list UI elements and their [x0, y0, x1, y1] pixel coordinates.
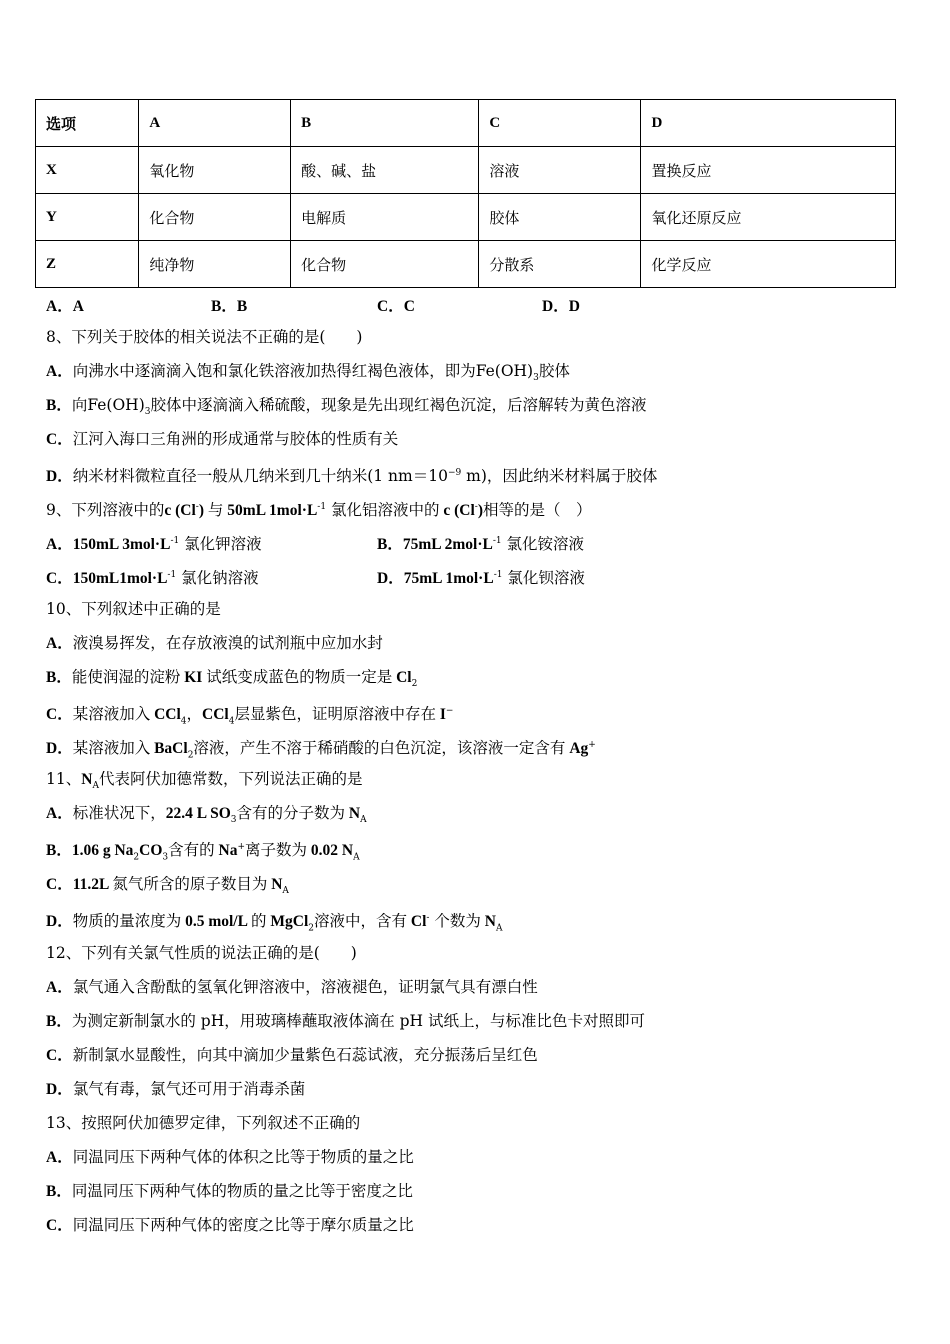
question-line	[46, 429, 398, 450]
text-segment: D．	[46, 740, 73, 758]
text-segment: B．1.06 g Na	[46, 842, 134, 860]
text-segment: 10、下列叙述中正确的是	[46, 600, 221, 618]
question-line	[46, 837, 360, 867]
table-cell: 分散系	[479, 241, 641, 288]
answer-option: A．A	[46, 298, 84, 315]
text-segment: N	[81, 771, 93, 788]
text-segment: 氮气所含的原子数目为	[112, 875, 268, 893]
table-cell: D	[641, 100, 896, 147]
text-segment: 3	[162, 852, 169, 863]
text-segment: 胶体中逐滴滴入稀硫酸，现象是先出现红褐色沉淀，后溶解转为黄色溶液	[150, 396, 647, 414]
text-segment: −	[445, 706, 454, 716]
text-segment: A．150mL 3mol·L	[46, 536, 171, 554]
text-segment: C．11.2L	[46, 876, 113, 893]
text-segment: 3	[533, 373, 539, 384]
text-segment: 2	[411, 679, 418, 690]
text-segment: m)，因此纳米材料属于胶体	[461, 467, 658, 486]
text-segment: 氯气通入含酚酞的氢氧化钾溶液中，溶液褪色，证明氯气具有漂白性	[72, 978, 538, 996]
text-segment: 物质的量浓度为	[72, 912, 182, 931]
question-line	[46, 977, 538, 998]
text-segment: 9、下列溶液中的	[46, 501, 165, 520]
text-segment: 氯化铝溶液中的	[326, 501, 440, 520]
table-cell: 胶体	[479, 194, 641, 241]
text-segment: -1	[167, 570, 177, 580]
text-segment: C．150mL1mol·L	[46, 570, 168, 588]
text-segment: -1	[170, 536, 180, 546]
text-segment: )	[198, 502, 208, 520]
text-segment: 11、	[46, 770, 82, 788]
table-row	[36, 241, 896, 288]
text-segment: 为测定新制氯水的 pH，用玻璃棒蘸取液体滴在 pH 试纸上，与标准比色卡对照即可	[71, 1012, 646, 1030]
question-line	[46, 565, 259, 589]
question-line	[46, 769, 362, 796]
text-segment: A．	[46, 979, 73, 996]
text-segment: MgCl	[266, 913, 309, 931]
text-segment: A	[360, 815, 367, 826]
text-segment: KI	[180, 669, 207, 686]
text-segment: I	[436, 706, 446, 724]
text-segment: 3	[230, 815, 237, 826]
text-segment: -1	[492, 536, 502, 546]
text-segment: 12、下列有关氯气性质的说法正确的是( )	[46, 944, 357, 962]
table-cell: C	[479, 100, 641, 147]
text-segment: Ag	[565, 740, 589, 758]
text-segment: 标准状况下，	[72, 804, 166, 822]
table-cell: 化合物	[139, 194, 291, 241]
question-line	[46, 1113, 360, 1133]
text-segment: 氯气有毒，氯气还可用于消毒杀菌	[72, 1080, 306, 1098]
table-cell: 溶液	[479, 147, 641, 194]
question-line	[46, 701, 453, 731]
text-segment: 溶液中，含有	[314, 912, 408, 931]
text-segment: 离子数为	[245, 841, 308, 860]
question-line	[46, 943, 357, 963]
answer-option: B．B	[211, 298, 248, 315]
text-segment: CCl	[150, 706, 181, 724]
text-segment: 某溶液加入	[72, 739, 151, 758]
question-line	[46, 463, 657, 487]
text-segment: 3	[144, 407, 151, 418]
text-segment: 层显紫色，证明原溶液中存在	[234, 705, 436, 724]
text-segment: 13、按照阿伏加德罗定律，下列叙述不正确的	[46, 1114, 361, 1132]
text-segment: -	[474, 502, 478, 512]
text-segment: Na	[214, 842, 238, 860]
text-segment: CO	[139, 842, 163, 860]
text-segment: A	[282, 886, 289, 897]
text-segment: 50mL 1mol·L	[223, 502, 318, 520]
text-segment: N	[345, 805, 361, 822]
text-segment: A	[495, 923, 503, 934]
text-segment: Cl	[407, 913, 427, 931]
text-segment: A．	[46, 635, 73, 652]
text-segment: 代表阿伏加德常数，下列说法正确的是	[98, 770, 363, 788]
text-segment: 同温同压下两种气体的体积之比等于物质的量之比	[72, 1148, 414, 1166]
text-segment: A．	[46, 1149, 73, 1166]
text-segment: 试纸变成蓝色的物质一定是	[206, 668, 393, 686]
text-segment: 氯化钾溶液	[179, 535, 262, 554]
text-segment: 胶体	[538, 362, 570, 380]
table-cell: 电解质	[291, 194, 479, 241]
table-cell: 纯净物	[139, 241, 291, 288]
text-segment: N	[267, 876, 283, 893]
question-line	[46, 667, 417, 694]
text-segment: CCl	[202, 706, 229, 724]
text-segment: A	[353, 852, 360, 863]
text-segment: C．	[46, 1047, 73, 1064]
text-segment: c (Cl	[164, 502, 196, 520]
text-segment: C．	[46, 431, 73, 448]
text-segment: -	[195, 502, 199, 512]
text-segment: 个数为	[429, 912, 481, 931]
table-cell: 酸、碱、盐	[291, 147, 479, 194]
table-row	[36, 100, 896, 147]
text-segment: -	[426, 913, 430, 923]
table-cell: 置换反应	[641, 147, 896, 194]
text-segment: D．75mL 1mol·L	[377, 570, 494, 588]
text-segment: 液溴易挥发，在存放液溴的试剂瓶中应加水封	[72, 634, 383, 652]
table-cell: 选项	[36, 100, 139, 147]
answer-option: C．C	[377, 298, 415, 315]
text-segment: D．	[46, 468, 73, 486]
text-segment: B．75mL 2mol·L	[377, 536, 493, 554]
question-line	[46, 1147, 414, 1168]
text-segment: 含有的分子数为	[236, 804, 346, 822]
text-segment: B．	[46, 1013, 72, 1030]
text-segment: 某溶液加入	[72, 705, 151, 724]
question-line	[46, 327, 362, 347]
question-line	[46, 908, 502, 938]
text-segment: 同温同压下两种气体的密度之比等于摩尔质量之比	[72, 1216, 414, 1234]
text-segment: +	[237, 842, 246, 852]
question-line	[46, 803, 367, 830]
text-segment: 氯化铵溶液	[501, 535, 585, 554]
question-line	[377, 531, 584, 555]
text-segment: −9	[447, 468, 462, 478]
text-segment: 0.02 N	[307, 842, 354, 860]
text-segment: 氯化钡溶液	[502, 569, 585, 588]
text-segment: +	[588, 740, 596, 750]
text-segment: c (Cl	[439, 502, 475, 520]
question-line	[46, 874, 289, 901]
text-segment: 能使润湿的淀粉	[71, 668, 181, 686]
text-segment: 4	[180, 716, 187, 727]
text-segment: B．	[46, 669, 72, 686]
text-segment: 氯化钠溶液	[176, 569, 259, 588]
text-segment: 江河入海口三角洲的形成通常与胶体的性质有关	[72, 430, 399, 448]
text-segment: 新制氯水显酸性，向其中滴加少量紫色石蕊试液，充分振荡后呈红色	[72, 1046, 538, 1064]
table-cell: B	[291, 100, 479, 147]
text-segment: 2	[308, 923, 314, 934]
text-segment: A	[92, 781, 99, 792]
text-segment: A．	[46, 805, 73, 822]
question-line	[377, 565, 585, 589]
question-line	[46, 395, 647, 422]
text-segment: C．	[46, 706, 73, 724]
table-row	[36, 194, 896, 241]
question-line	[46, 1079, 305, 1100]
table-cell: Z	[36, 241, 139, 288]
text-segment: B．	[46, 1183, 72, 1200]
question-line	[46, 633, 383, 654]
text-segment: 溶液，产生不溶于稀硝酸的白色沉淀，该溶液一定含有	[193, 739, 566, 758]
question-line	[46, 599, 221, 619]
text-segment: 22.4 L SO	[165, 805, 231, 822]
text-segment: BaCl	[150, 740, 188, 758]
text-segment: 2	[133, 852, 140, 863]
table-cell: 氧化物	[139, 147, 291, 194]
question-line	[46, 1181, 413, 1202]
table-cell: 化学反应	[641, 241, 896, 288]
question-line	[46, 735, 596, 765]
table-row	[36, 147, 896, 194]
text-segment: 向沸水中逐滴滴入饱和氯化铁溶液加热得红褐色液体，即为Fe(OH)	[72, 362, 534, 380]
text-segment: A．	[46, 363, 73, 380]
text-segment: B．	[46, 397, 72, 414]
question-line	[46, 531, 262, 555]
question-line	[46, 1215, 414, 1236]
table-cell: X	[36, 147, 139, 194]
text-segment: 相等的是（ ）	[483, 501, 592, 520]
text-segment: 的	[250, 912, 267, 931]
text-segment: 向Fe(OH)	[71, 396, 145, 414]
text-segment: 4	[228, 716, 235, 727]
text-segment: D．	[46, 1081, 73, 1098]
classification-table	[35, 99, 896, 288]
text-segment: 纳米材料微粒直径一般从几纳米到几十纳米(1 nm＝10	[72, 467, 448, 486]
text-segment: 与	[207, 501, 224, 520]
text-segment: 含有的	[168, 841, 215, 860]
text-segment: )	[477, 502, 484, 520]
question-line	[46, 1011, 645, 1032]
text-segment: C．	[46, 1217, 73, 1234]
text-segment: N	[480, 913, 496, 931]
question-line	[46, 361, 570, 388]
text-segment: 8、下列关于胶体的相关说法不正确的是( )	[46, 328, 363, 346]
text-segment: 2	[187, 750, 194, 761]
text-segment: -1	[493, 570, 503, 580]
table-cell: A	[139, 100, 291, 147]
text-segment: 同温同压下两种气体的物质的量之比等于密度之比	[71, 1182, 413, 1200]
text-segment: -1	[317, 502, 327, 512]
table-cell: 氧化还原反应	[641, 194, 896, 241]
question-line	[46, 1045, 538, 1066]
text-segment: Cl	[392, 669, 412, 686]
text-segment: D．	[46, 913, 73, 931]
table-cell: 化合物	[291, 241, 479, 288]
answer-option: D．D	[542, 298, 580, 315]
table-cell: Y	[36, 194, 139, 241]
text-segment: 0.5 mol/L	[181, 913, 251, 931]
question-line	[46, 497, 592, 521]
text-segment: ，	[186, 705, 203, 724]
